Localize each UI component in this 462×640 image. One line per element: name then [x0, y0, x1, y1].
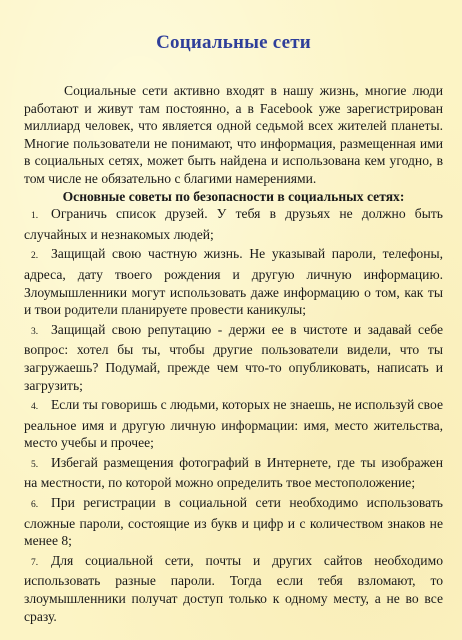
tips-heading: Основные советы по безопасности в социальных сетях: — [62, 188, 405, 204]
tip-text: Защищай свою репутацию - держи ее в чистоте и задавай себе вопрос: хотел бы ты, чтобы другие пользователи видели, что ты загружаешь? Подумай, прежде чем что-то опубликовать, написать и загрузить; — [24, 321, 443, 393]
tip-number: 4. — [31, 402, 39, 413]
tip-text: Для социальной сети, почты и других сайтов необходимо использовать разные пароли. Тогда если тебя взломают, то злоумышленники получат доступ только к одному месту, а не во все сразу. — [24, 552, 443, 624]
tip-text: Избегай размещения фотографий в Интернете, где ты изображен на местности, по которой можно определить твое местоположение; — [24, 454, 443, 491]
tip-text: При регистрации в социальной сети необходимо использовать сложные пароли, состоящие из букв и цифр и с количеством знаков не менее 8; — [24, 495, 443, 549]
intro-paragraph: Социальные сети активно входят в нашу жизнь, многие люди работают и живут там постоянно, а в Facebook уже зарегистрирован миллиард человек, что является одной седьмой всех жителей планеты. Многие пользователи не понимают, что информация, размещенная ими в социальных сетях, может быть найдена и использована кем угодно, в том числе не обязательно с благими намерениями. — [24, 83, 443, 186]
tip-number: 5. — [31, 459, 39, 470]
tip-item — [24, 552, 443, 625]
tip-number: 1. — [31, 211, 39, 222]
tip-number: 7. — [31, 557, 39, 568]
tip-item — [24, 205, 443, 243]
page-title: Социальные сети — [156, 32, 311, 53]
tip-number: 2. — [31, 251, 39, 262]
tip-text: Ограничь список друзей. У тебя в друзьях не должно быть случайных и незнакомых людей; — [24, 206, 443, 242]
tip-number: 3. — [31, 326, 39, 337]
tip-number: 6. — [31, 500, 39, 511]
tip-item — [24, 494, 443, 550]
tip-item — [24, 396, 443, 452]
tip-item — [24, 454, 443, 492]
tip-text: Защищай свою частную жизнь. Не указывай пароли, телефоны, адреса, дату твоего рождения и другую личную информацию. Злоумышленники могут использовать даже информацию о том, как ты и твои родители планируете провести каникулы; — [24, 246, 443, 318]
tip-item — [24, 321, 443, 394]
tips-list — [24, 205, 443, 625]
tip-item — [24, 245, 443, 318]
tip-text: Если ты говоришь с людьми, которых не знаешь, не используй свое реальное имя и другую личную информации: имя, место жительства, место учебы и прочее; — [24, 397, 443, 451]
